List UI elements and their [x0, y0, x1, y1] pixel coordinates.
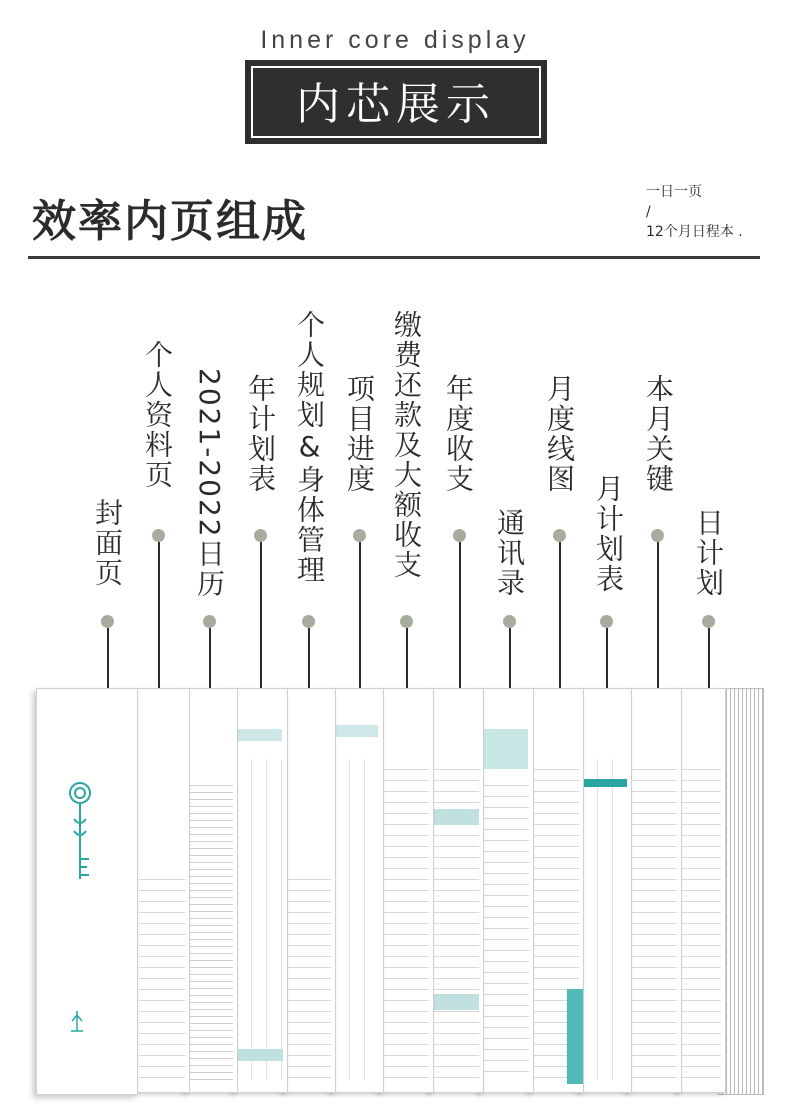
- label-year-plan: 年计划表: [244, 374, 277, 494]
- dot-calendar: [203, 615, 216, 628]
- dot-month-key: [651, 529, 664, 542]
- stem-project: [359, 542, 361, 692]
- page-payments: [378, 688, 434, 1093]
- page-month-key: [626, 688, 682, 1093]
- dot-profile: [152, 529, 165, 542]
- stem-day-plan: [708, 628, 710, 692]
- stem-contacts: [509, 628, 511, 692]
- label-cover: 封面页: [91, 498, 124, 588]
- label-contacts: 通讯录: [493, 508, 526, 598]
- page-month-plan: [578, 688, 632, 1093]
- label-payments: 缴费还款及大额收支: [390, 310, 423, 580]
- section-title: 效率内页组成: [32, 196, 308, 247]
- section-note: [646, 182, 743, 242]
- title-box: [245, 60, 547, 144]
- dot-contacts: [503, 615, 516, 628]
- title-cn: 内芯展示: [296, 79, 496, 130]
- label-annual-budget: 年度收支: [442, 374, 475, 494]
- dot-month-plan: [600, 615, 613, 628]
- note-line3: 12个月日程本 .: [646, 224, 743, 240]
- dot-annual-budget: [453, 529, 466, 542]
- stem-profile: [158, 542, 160, 697]
- stem-calendar: [209, 628, 211, 694]
- page-personal-plan: [282, 688, 336, 1093]
- stem-annual-budget: [459, 542, 461, 692]
- dot-project: [353, 529, 366, 542]
- label-month-plan: 月计划表: [592, 474, 625, 594]
- label-month-key: 本月关键: [642, 374, 675, 494]
- page-monthly-chart: [528, 688, 584, 1093]
- label-project: 项目进度: [343, 374, 376, 494]
- note-line2: /: [646, 204, 651, 220]
- dot-cover: [101, 615, 114, 628]
- page-day-plan: [676, 688, 726, 1093]
- page-calendar: [184, 688, 238, 1093]
- subtitle-en: Inner core display: [260, 26, 530, 54]
- stem-payments: [406, 628, 408, 692]
- label-monthly-chart: 月度线图: [543, 374, 576, 494]
- label-profile: 个人资料页: [141, 340, 174, 490]
- page-project: [330, 688, 384, 1093]
- page-year-plan: [232, 688, 288, 1093]
- label-calendar: 2021-2022日历: [193, 368, 226, 599]
- dot-payments: [400, 615, 413, 628]
- dot-year-plan: [254, 529, 267, 542]
- stem-monthly-chart: [559, 542, 561, 692]
- label-day-plan: 日计划: [692, 508, 725, 598]
- cover-logo-icon: [67, 1009, 87, 1035]
- stem-month-key: [657, 542, 659, 692]
- stem-month-plan: [606, 628, 608, 692]
- stem-personal-plan: [308, 628, 310, 692]
- page-profile: [134, 688, 190, 1093]
- page-contacts: [478, 688, 534, 1093]
- dot-personal-plan: [302, 615, 315, 628]
- dot-day-plan: [702, 615, 715, 628]
- note-line1: 一日一页: [646, 184, 702, 200]
- cover-page: [36, 688, 138, 1095]
- key-icon: [65, 779, 95, 889]
- dot-monthly-chart: [553, 529, 566, 542]
- section-divider: [28, 256, 760, 259]
- page-annual-budget: [428, 688, 484, 1093]
- label-personal-plan: 个人规划&身体管理: [293, 310, 326, 585]
- stem-year-plan: [260, 542, 262, 694]
